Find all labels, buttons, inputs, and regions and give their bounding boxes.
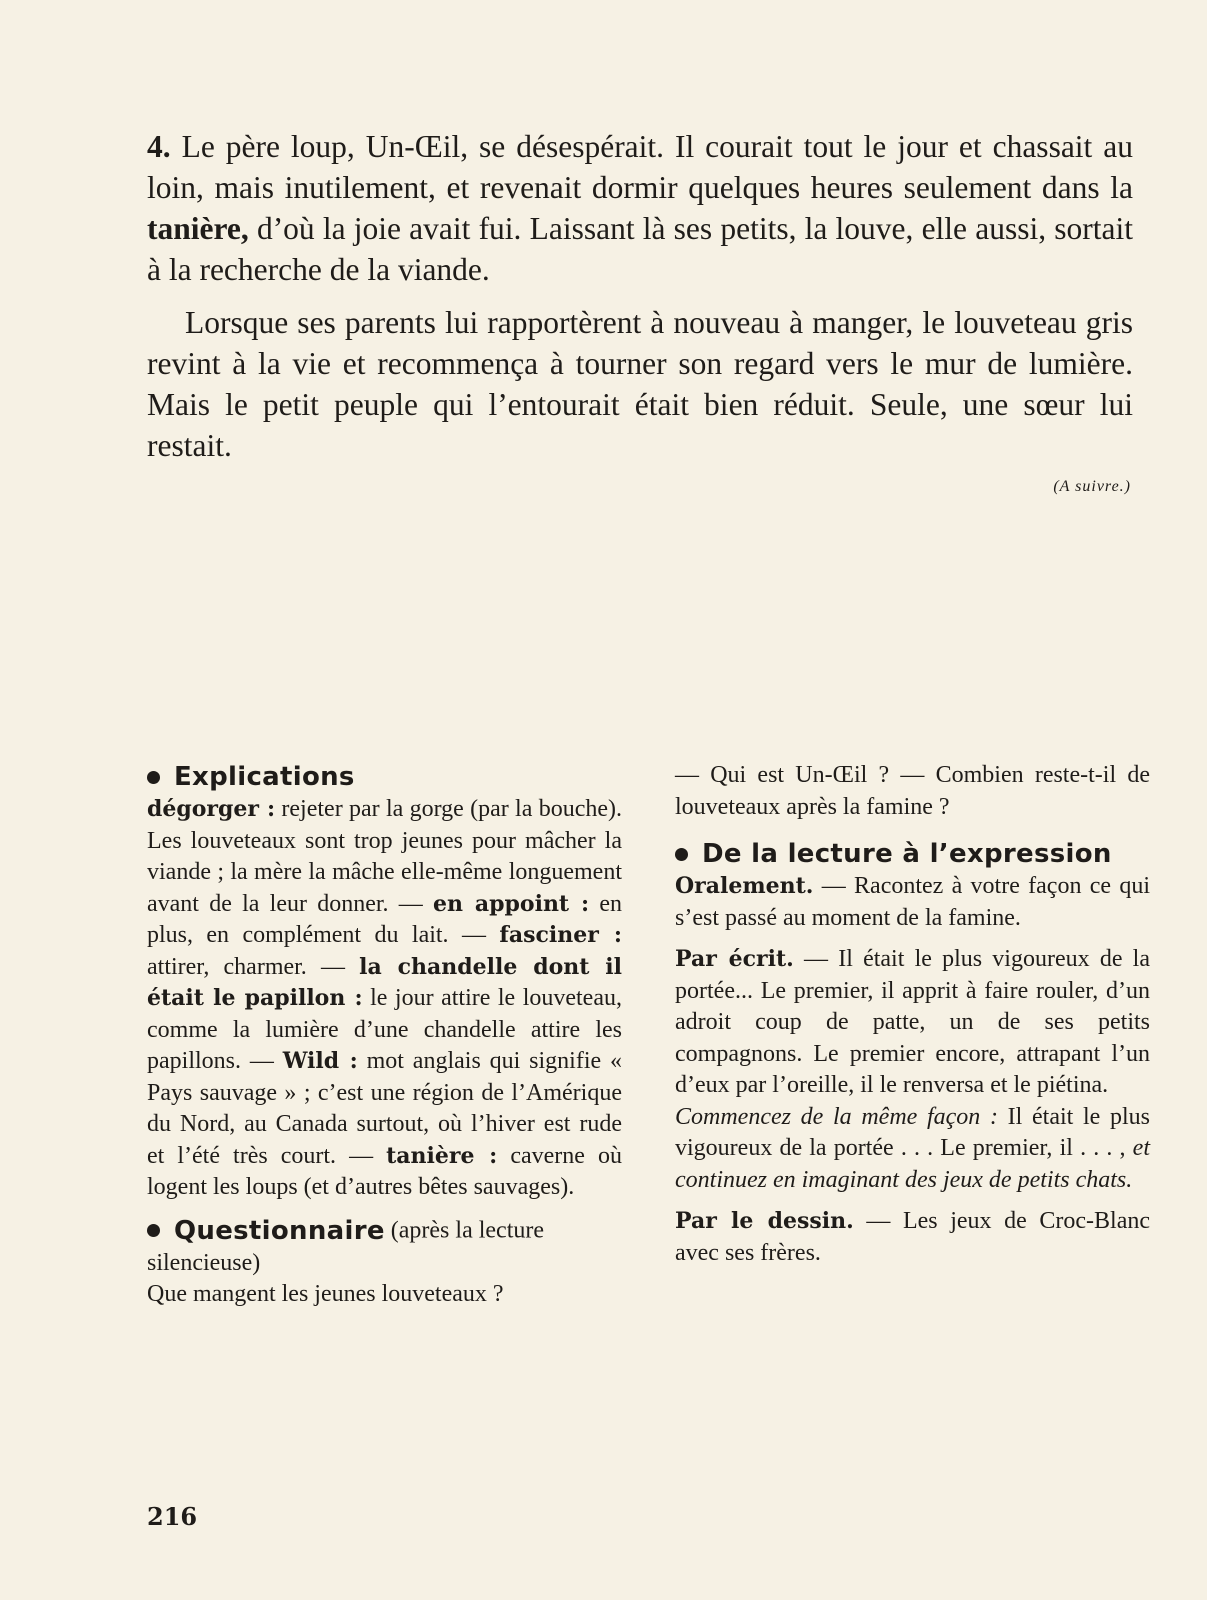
bold-word-taniere: tanière, [147,211,249,246]
right-column [675,760,1150,1269]
questionnaire-questions-start: Que mangent les jeunes louveteaux ? [147,1281,504,1307]
questionnaire-heading: Questionnaire [147,1214,385,1248]
explications-text: dégorger : rejeter par la gorge (par la bouche). Les louveteaux sont trop jeunes pour mâcher la viande ; la mère la mâche elle-même longuement avant de la leur donner. — en appoint : en plus, en complément du lait. — fasciner : attirer, charmer. — la chandelle dont il était le papillon : le jour attire le louveteau, comme la lumière d’une chandelle attire les papillons. — Wild : mot anglais qui signifie « Pays sauvage » ; c’est une région de l’Amérique du Nord, au Canada surtout, où l’hiver est rude et l’été très court. — tanière : caverne où logent les loups (et d’autres bêtes sauvages). [147,796,623,1200]
left-column [147,760,622,1311]
section-number: 4. [147,129,171,164]
expression-heading: De la lecture à l’expression [675,837,1150,871]
written-exercise: Par écrit. — Il était le plus vigoureux de la portée... Le premier, il apprit à faire rouler, d’un adroit coup de patte, un de ses petits compagnons. Le premier encore, attrapant l’un d’eux par l’oreille, il le renversa et le piétina. [675,946,1150,1098]
oral-exercise: Oralement. — Racontez à votre façon ce qui s’est passé au moment de la famine. [675,873,1150,931]
a-suivre-note: (A suivre.) [1053,478,1131,495]
story-text [147,126,1133,466]
bullet-icon [675,848,688,861]
explications-heading: Explications [147,760,622,794]
story-paragraph-1: 4. Le père loup, Un-Œil, se désespérait. Il courait tout le jour et chassait au loin, mais inutilement, et revenait dormir quelques heures seulement dans la tanière, d’où la joie avait fui. Laissant là ses petits, la louve, elle aussi, sortait à la recherche de la viande. [147,129,1133,287]
written-exercise-instructions: Commencez de la même façon : Il était le plus vigoureux de la portée . . . Le premier, il . . . , et continuez en imaginant des jeux de petits chats. [675,1103,1151,1193]
drawing-exercise: Par le dessin. — Les jeux de Croc-Blanc avec ses frères. [675,1208,1150,1266]
story-paragraph-2: Lorsque ses parents lui rapportèrent à nouveau à manger, le louveteau gris revint à la vie et recommença à tourner son regard vers le mur de lumière. Mais le petit peuple qui l’entourait était bien réduit. Seule, une sœur lui restait. [147,305,1133,463]
questionnaire-questions-continued: — Qui est Un-Œil ? — Combien reste-t-il de louveteaux après la famine ? [675,762,1150,820]
page-number: 216 [147,1502,198,1531]
bullet-icon [147,1224,160,1237]
questionnaire-heading-line: Questionnaire (après la lecture silencieuse) [147,1215,544,1276]
bullet-icon [147,771,160,784]
